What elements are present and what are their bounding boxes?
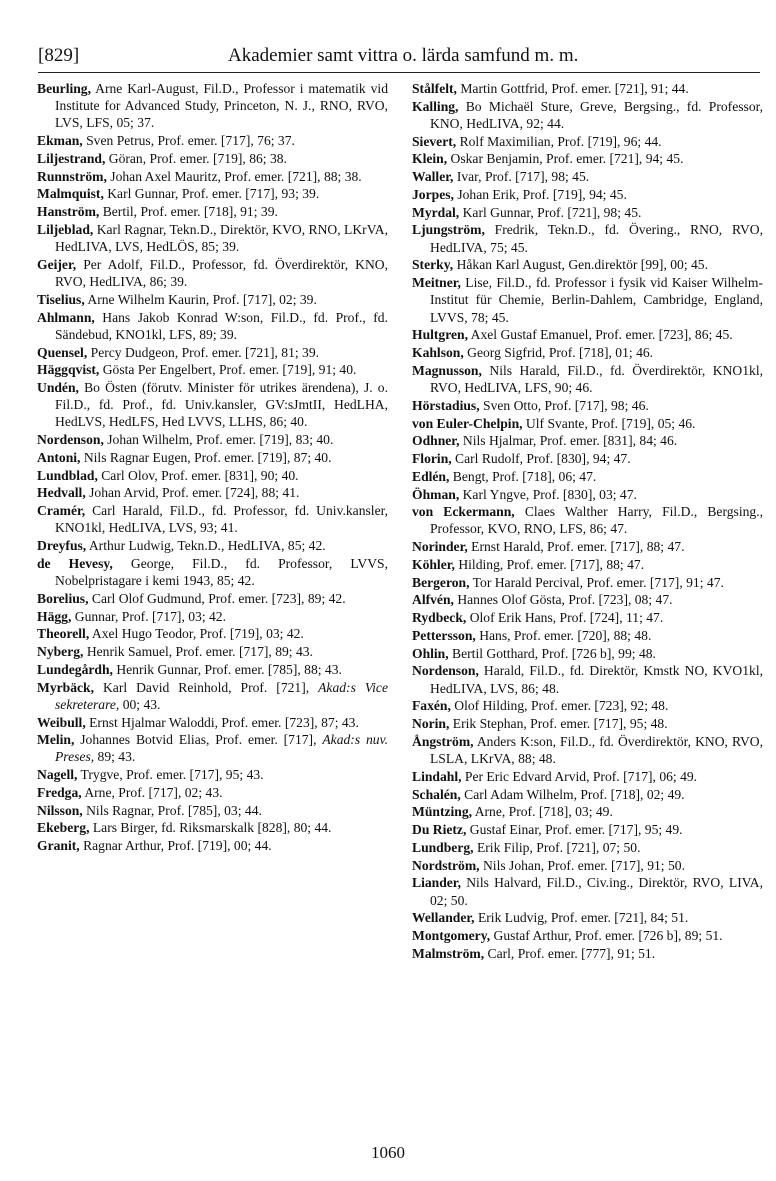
member-name: Weibull, [37,714,86,730]
member-details: Bo Michaël Sture, Greve, Bergsing., fd. Professor, KNO, HedLIVA, 92; 44. [430,98,763,131]
member-details: Ulf Svante, Prof. [719], 05; 46. [522,415,696,431]
member-details: Henrik Gunnar, Prof. emer. [785], 88; 43. [112,661,342,677]
member-entry [412,80,763,97]
member-entry [412,538,763,555]
member-name: Waller, [412,169,454,185]
member-entry [37,625,388,642]
member-entry [412,697,763,714]
member-details: Hilding, Prof. emer. [717], 88; 47. [454,556,645,572]
member-entry [37,802,388,819]
member-details: Nils Hjalmar, Prof. emer. [831], 84; 46. [459,433,678,449]
member-entry [412,503,763,537]
member-entry [412,150,763,167]
member-years: 00; 43. [119,696,161,712]
page-header [38,44,760,73]
member-details: Arthur Ludwig, Tekn.D., HedLIVA, 85; 42. [86,538,326,554]
member-name: Myrbäck, [37,679,95,695]
member-name: Norin, [412,716,450,732]
member-entry [37,132,388,149]
member-details: Claes Walther Harry, Fil.D., Bergsing., Professor, KVO, RNO, LFS, 86; 47. [430,504,763,537]
member-name: Nordenson, [37,432,104,448]
member-details: Arne, Prof. [718], 03; 49. [472,804,613,820]
member-name: Antoni, [37,449,81,465]
member-name: Sievert, [412,133,457,149]
member-details: Johan Wilhelm, Prof. emer. [719], 83; 40. [103,432,334,448]
member-details: Håkan Karl August, Gen.direktör [99], 00; 45. [453,257,709,273]
member-details: Fredrik, Tekn.D., fd. Övering., RNO, RVO, HedLIVA, 75; 45. [430,222,763,255]
member-details: Olof Erik Hans, Prof. [724], 11; 47. [466,610,664,626]
member-entry [37,379,388,431]
member-name: Du Rietz, [412,822,467,838]
member-name: von Eckermann, [412,504,515,520]
member-name: Malmström, [412,945,485,961]
member-details: Ernst Hjalmar Waloddi, Prof. emer. [723], 87; 43. [85,714,359,730]
member-details: Per Eric Edvard Arvid, Prof. [717], 06; 49. [461,768,698,784]
member-name: Lundblad, [37,467,98,483]
member-list [37,80,763,1108]
member-entry [37,203,388,220]
member-details: Johan Erik, Prof. [719], 94; 45. [453,186,627,202]
member-entry [412,609,763,626]
member-details: Harald, Fil.D., fd. Direktör, Kmstk NO, KVO1kl, HedLIVA, LVS, 86; 48. [430,663,763,696]
member-name: Geijer, [37,256,77,272]
member-entry [412,768,763,785]
member-name: Lundegårdh, [37,661,113,677]
member-name: Öhman, [412,486,460,502]
member-name: Fredga, [37,784,82,800]
member-entry [412,326,763,343]
member-details: Axel Hugo Teodor, Prof. [719], 03; 42. [89,626,304,642]
member-entry [37,309,388,343]
member-details: Bengt, Prof. [718], 06; 47. [449,468,597,484]
member-entry [412,168,763,185]
member-details: Henrik Samuel, Prof. emer. [717], 89; 43. [83,644,313,660]
member-entry [37,80,388,132]
member-details: Karl Ragnar, Tekn.D., Direktör, KVO, RNO, LKrVA, HedLIVA, LVS, HedLÖS, 85; 39. [55,221,388,255]
member-details: Hans, Prof. emer. [720], 88; 48. [475,627,652,643]
member-name: Tiselius, [37,291,85,307]
member-name: Alfvén, [412,592,454,608]
header-page-number: [829] [38,45,80,66]
member-entry [412,362,763,396]
member-entry [412,256,763,273]
member-entry [37,221,388,255]
member-name: Borelius, [37,590,89,606]
member-entry [412,574,763,591]
member-name: von Euler-Chelpin, [412,415,523,431]
member-details: Trygve, Prof. emer. [717], 95; 43. [77,767,264,783]
member-entry [37,819,388,836]
member-entry [37,837,388,854]
member-details: Per Adolf, Fil.D., Professor, fd. Överdirektör, KNO, RVO, HedLIVA, 86; 39. [55,256,388,290]
member-entry [412,186,763,203]
member-details: Karl David Reinhold, Prof. [721], [94,679,319,695]
member-entry [37,168,388,185]
member-details: Bo Östen (förutv. Minister för utrikes ärendena), J. o. Fil.D., fd. Prof., fd. Univ.kansler, GV:sJmtII, HedLHA, HedLVS, HedLFS, Hed LVVS, LLHS, 86; 40. [55,380,388,430]
member-entry [37,714,388,731]
member-entry [37,766,388,783]
member-name: Ekeberg, [37,820,90,836]
member-entry [412,486,763,503]
member-role: Akad:s Vice sekreterare, [55,679,388,712]
member-details: Gustaf Arthur, Prof. emer. [726 b], 89; 51. [490,928,723,944]
member-details: Gustaf Einar, Prof. emer. [717], 95; 49. [466,822,683,838]
member-entry [412,874,763,908]
member-details: Gunnar, Prof. [717], 03; 42. [71,608,227,624]
member-name: Kahlson, [412,345,464,361]
member-name: Beurling, [37,81,92,96]
member-name: Odhner, [412,433,460,449]
member-details: Johannes Botvid Elias, Prof. emer. [717], [74,732,323,748]
member-name: Myrdal, [412,204,460,220]
member-details: Sven Petrus, Prof. emer. [717], 76; 37. [82,133,295,149]
member-entry [412,927,763,944]
member-details: Karl Yngve, Prof. [830], 03; 47. [459,486,637,502]
member-years: 89; 43. [94,749,136,765]
member-name: Ekman, [37,133,83,149]
member-details: Oskar Benjamin, Prof. emer. [721], 94; 45. [447,151,684,167]
member-details: Ragnar Arthur, Prof. [719], 00; 44. [79,838,272,854]
member-entry [412,432,763,449]
member-details: Axel Gustaf Emanuel, Prof. emer. [723], 86; 45. [468,327,733,343]
member-name: Malmquist, [37,186,104,202]
member-details: Georg Sigfrid, Prof. [718], 01; 46. [463,345,654,361]
member-name: Florin, [412,451,452,467]
member-details: Anders K:son, Fil.D., fd. Överdirektör, KNO, RVO, LSLA, LKrVA, 88; 48. [430,733,763,767]
member-details: Karl Gunnar, Prof. emer. [717], 93; 39. [103,186,320,202]
member-entry [412,645,763,662]
member-entry [412,450,763,467]
member-name: Lindahl, [412,768,462,784]
member-details: Bertil, Prof. emer. [718], 91; 39. [99,204,278,220]
member-name: Pettersson, [412,627,476,643]
member-details: Martin Gottfrid, Prof. emer. [721], 91; 44. [456,81,689,96]
member-entry [412,397,763,414]
member-name: Liljestrand, [37,150,106,166]
member-details: Gösta Per Engelbert, Prof. emer. [719], 91; 40. [99,362,357,378]
member-name: Magnusson, [412,362,482,378]
member-entry [412,274,763,326]
member-entry [412,344,763,361]
member-name: Cramér, [37,503,86,519]
member-name: Bergeron, [412,574,470,590]
member-name: Nagell, [37,767,78,783]
member-name: Faxén, [412,698,451,714]
member-entry [412,945,763,962]
member-details: Carl Olof Gudmund, Prof. emer. [723], 89; 42. [88,590,346,606]
member-entry [412,591,763,608]
member-entry [37,537,388,554]
member-name: Nyberg, [37,644,84,660]
member-entry [37,731,388,765]
member-details: Hans Jakob Konrad W:son, Fil.D., fd. Prof., fd. Sändebud, KNO1kl, LFS, 89; 39. [55,309,388,342]
member-details: Rolf Maximilian, Prof. [719], 96; 44. [456,133,662,149]
member-name: Sterky, [412,257,454,273]
member-details: Carl Harald, Fil.D., fd. Professor, fd. Univ.kansler, KNO1kl, HedLIVA, LVS, 93; 41. [55,503,388,536]
member-details: Nils Johan, Prof. emer. [717], 91; 50. [479,857,685,873]
member-name: Rydbeck, [412,610,467,626]
member-name: Montgomery, [412,928,491,944]
member-name: Liljeblad, [37,221,94,237]
member-name: Stålfelt, [412,81,457,96]
member-entry [37,361,388,378]
member-details: Arne, Prof. [717], 02; 43. [81,784,223,800]
member-entry [37,291,388,308]
member-name: Liander, [412,875,461,891]
member-details: Tor Harald Percival, Prof. emer. [717], 91; 47. [469,574,724,590]
member-entry [412,839,763,856]
member-name: Wellander, [412,910,475,926]
member-name: Ljungström, [412,222,485,238]
member-details: Lars Birger, fd. Riksmarskalk [828], 80; 44. [89,820,332,836]
member-name: Nordström, [412,857,480,873]
member-details: Arne Wilhelm Kaurin, Prof. [717], 02; 39. [84,291,317,307]
member-name: Ohlin, [412,645,449,661]
member-name: Quensel, [37,344,88,360]
member-name: Granit, [37,838,80,854]
member-name: Hedvall, [37,485,86,501]
member-entry [37,608,388,625]
member-details: Carl Adam Wilhelm, Prof. [718], 02; 49. [460,786,685,802]
member-details: Arne Karl-August, Fil.D., Professor i matematik vid Institute for Advanced Study, Princeton, N. J., RNO, RVO, LVS, LFS, 05; 37. [55,81,388,131]
member-entry [37,784,388,801]
member-entry [412,204,763,221]
member-name: Kalling, [412,98,459,114]
member-details: Johan Arvid, Prof. emer. [724], 88; 41. [85,485,300,501]
member-name: Köhler, [412,556,455,572]
member-name: Hultgren, [412,327,469,343]
member-name: Hanström, [37,204,100,220]
member-entry [37,502,388,536]
member-entry [37,661,388,678]
footer-page-number: 1060 [371,1143,405,1162]
member-entry [37,467,388,484]
member-details: Olof Hilding, Prof. emer. [723], 92; 48. [450,698,669,714]
member-entry [412,857,763,874]
right-column [412,80,763,963]
member-details: Sven Otto, Prof. [717], 98; 46. [479,397,649,413]
member-entry [412,133,763,150]
member-name: Müntzing, [412,804,473,820]
member-name: Runnström, [37,168,107,184]
member-name: Norinder, [412,539,468,555]
member-details: Erik Filip, Prof. [721], 07; 50. [473,839,641,855]
left-column [37,80,388,855]
member-entry [37,643,388,660]
member-name: Edlén, [412,468,450,484]
member-details: Johan Axel Mauritz, Prof. emer. [721], 88; 38. [106,168,362,184]
member-details: Göran, Prof. emer. [719], 86; 38. [105,150,287,166]
member-details: Carl, Prof. emer. [777], 91; 51. [484,945,656,961]
member-name: Schalén, [412,786,461,802]
member-entry [37,256,388,290]
member-entry [37,344,388,361]
member-name: Ahlmann, [37,309,95,325]
member-details: Nils Harald, Fil.D., fd. Överdirektör, KNO1kl, RVO, HedLIVA, LFS, 90; 46. [430,362,763,396]
page-title: Akademier samt vittra o. lärda samfund m. m. [228,45,579,66]
member-details: Carl Olov, Prof. emer. [831], 90; 40. [97,467,299,483]
member-details: Erik Ludvig, Prof. emer. [721], 84; 51. [474,910,689,926]
member-entry [412,821,763,838]
member-entry [37,431,388,448]
member-entry [37,555,388,589]
member-details: Percy Dudgeon, Prof. emer. [721], 81; 39. [87,344,320,360]
member-details: Carl Rudolf, Prof. [830], 94; 47. [451,451,631,467]
member-role: Akad:s nuv. Preses, [55,732,388,765]
member-name: Undén, [37,380,79,396]
member-entry [412,627,763,644]
member-name: Klein, [412,151,448,167]
member-entry [37,590,388,607]
member-name: Theorell, [37,626,90,642]
member-entry [37,150,388,167]
member-details: George, Fil.D., fd. Professor, LVVS, Nobelpristagare i kemi 1943, 85; 42. [55,555,388,589]
member-details: Erik Stephan, Prof. emer. [717], 95; 48. [449,716,668,732]
member-entry [412,786,763,803]
member-details: Hannes Olof Gösta, Prof. [723], 08; 47. [453,592,673,608]
member-details: Ernst Harald, Prof. emer. [717], 88; 47. [467,539,685,555]
member-entry [412,468,763,485]
member-entry [37,185,388,202]
member-entry [37,449,388,466]
member-name: Häggqvist, [37,362,100,378]
member-name: Lundberg, [412,839,474,855]
member-name: Hägg, [37,608,72,624]
member-name: Hörstadius, [412,397,480,413]
member-entry [412,803,763,820]
member-entry [37,679,388,713]
member-details: Nils Ragnar Eugen, Prof. emer. [719], 87; 40. [80,449,332,465]
member-entry [412,909,763,926]
member-details: Ivar, Prof. [717], 98; 45. [453,169,590,185]
member-name: Ångström, [412,733,474,749]
member-entry [412,98,763,132]
member-name: Nordenson, [412,663,479,679]
member-details: Nils Halvard, Fil.D., Civ.ing., Direktör, RVO, LIVA, 02; 50. [430,875,763,908]
member-entry [412,415,763,432]
member-name: de Hevesy, [37,555,113,571]
member-entry [37,484,388,501]
member-details: Bertil Gotthard, Prof. [726 b], 99; 48. [448,645,656,661]
member-entry [412,733,763,767]
member-name: Jorpes, [412,186,454,202]
member-entry [412,556,763,573]
member-name: Dreyfus, [37,538,87,554]
member-name: Nilsson, [37,802,83,818]
member-entry [412,221,763,255]
member-entry [412,662,763,696]
member-name: Melin, [37,732,75,748]
member-details: Nils Ragnar, Prof. [785], 03; 44. [82,802,262,818]
member-details: Karl Gunnar, Prof. [721], 98; 45. [459,204,642,220]
member-details: Lise, Fil.D., fd. Professor i fysik vid Kaiser Wilhelm-Institut für Chemie, Berlin-Dahlem, Cambridge, England, LVVS, 78; 45. [430,275,763,325]
member-name: Meitner, [412,275,461,291]
member-entry [412,715,763,732]
